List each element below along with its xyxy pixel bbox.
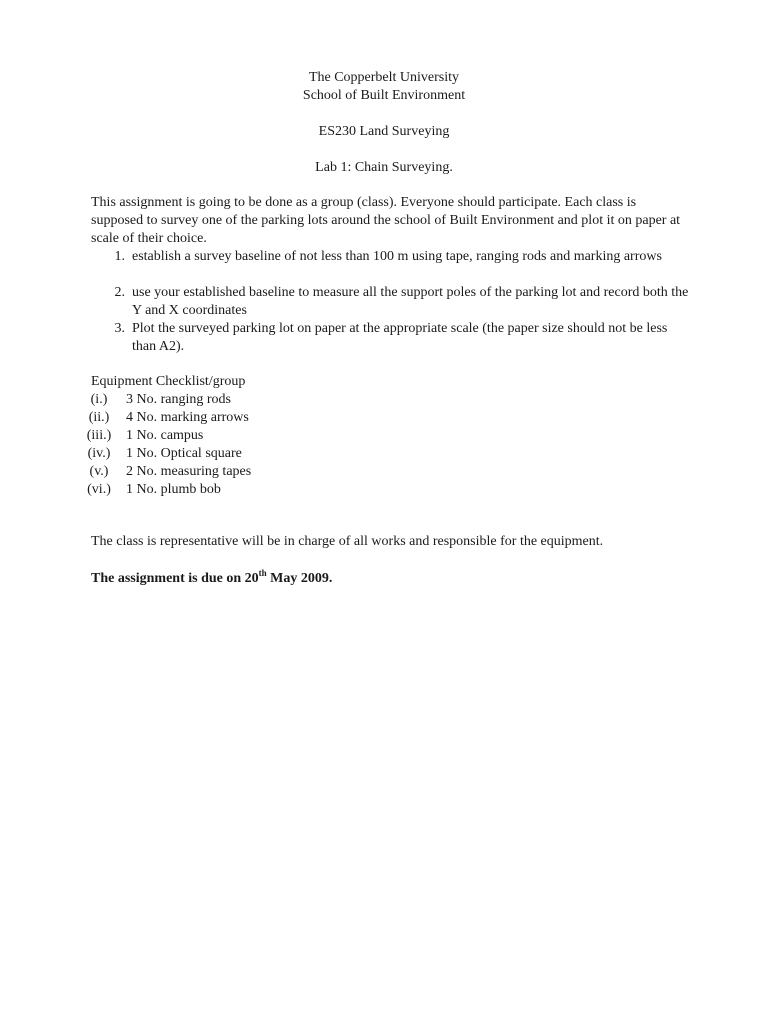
task-number: 2. <box>114 285 125 300</box>
due-date-prefix: The assignment is due on 20 <box>91 571 259 586</box>
task-item <box>85 320 705 356</box>
equipment-text: 4 No. marking arrows <box>126 410 249 425</box>
equipment-text: 1 No. Optical square <box>126 446 242 461</box>
equipment-text: 1 No. campus <box>126 428 204 443</box>
equipment-number: (vi.) <box>87 482 111 497</box>
equipment-item <box>84 445 384 463</box>
university-name: The Copperbelt University <box>308 70 460 85</box>
equipment-checklist-title: Equipment Checklist/group <box>91 374 246 389</box>
task-number: 3. <box>114 321 125 336</box>
lab-title: Lab 1: Chain Surveying. <box>315 160 453 175</box>
task-text: establish a survey baseline of not less than 100 m using tape, ranging rods and marking arrows <box>132 249 662 264</box>
task-text: Plot the surveyed parking lot on paper at the appropriate scale (the paper size should not be less than A2). <box>132 321 668 354</box>
task-text: use your established baseline to measure all the support poles of the parking lot and record both the Y and X coordinates <box>132 285 689 318</box>
representative-note: The class is representative will be in charge of all works and responsible for the equipment. <box>91 534 604 549</box>
intro-paragraph: This assignment is going to be done as a group (class). Everyone should participate. Each class is supposed to survey one of the parking lots around the school of Built Environment and plot it on paper at scale of their choice. <box>91 195 681 246</box>
course-title: ES230 Land Surveying <box>318 124 450 139</box>
equipment-number: (i.) <box>90 392 108 407</box>
task-number: 1. <box>114 249 125 264</box>
equipment-number: (iii.) <box>86 428 112 443</box>
equipment-item <box>84 463 384 481</box>
due-date-statement <box>91 570 332 588</box>
equipment-item <box>84 391 384 409</box>
task-item <box>85 284 705 320</box>
task-item <box>85 248 705 284</box>
equipment-text: 3 No. ranging rods <box>126 392 231 407</box>
equipment-text: 1 No. plumb bob <box>126 482 221 497</box>
equipment-number: (iv.) <box>87 446 111 461</box>
school-name: School of Built Environment <box>302 88 466 103</box>
equipment-item <box>84 427 384 445</box>
equipment-number: (v.) <box>89 464 109 479</box>
equipment-item <box>84 481 384 499</box>
due-date-suffix: May 2009. <box>266 571 333 586</box>
due-date-superscript: th <box>258 568 267 578</box>
equipment-number: (ii.) <box>88 410 110 425</box>
equipment-text: 2 No. measuring tapes <box>126 464 252 479</box>
equipment-item <box>84 409 384 427</box>
